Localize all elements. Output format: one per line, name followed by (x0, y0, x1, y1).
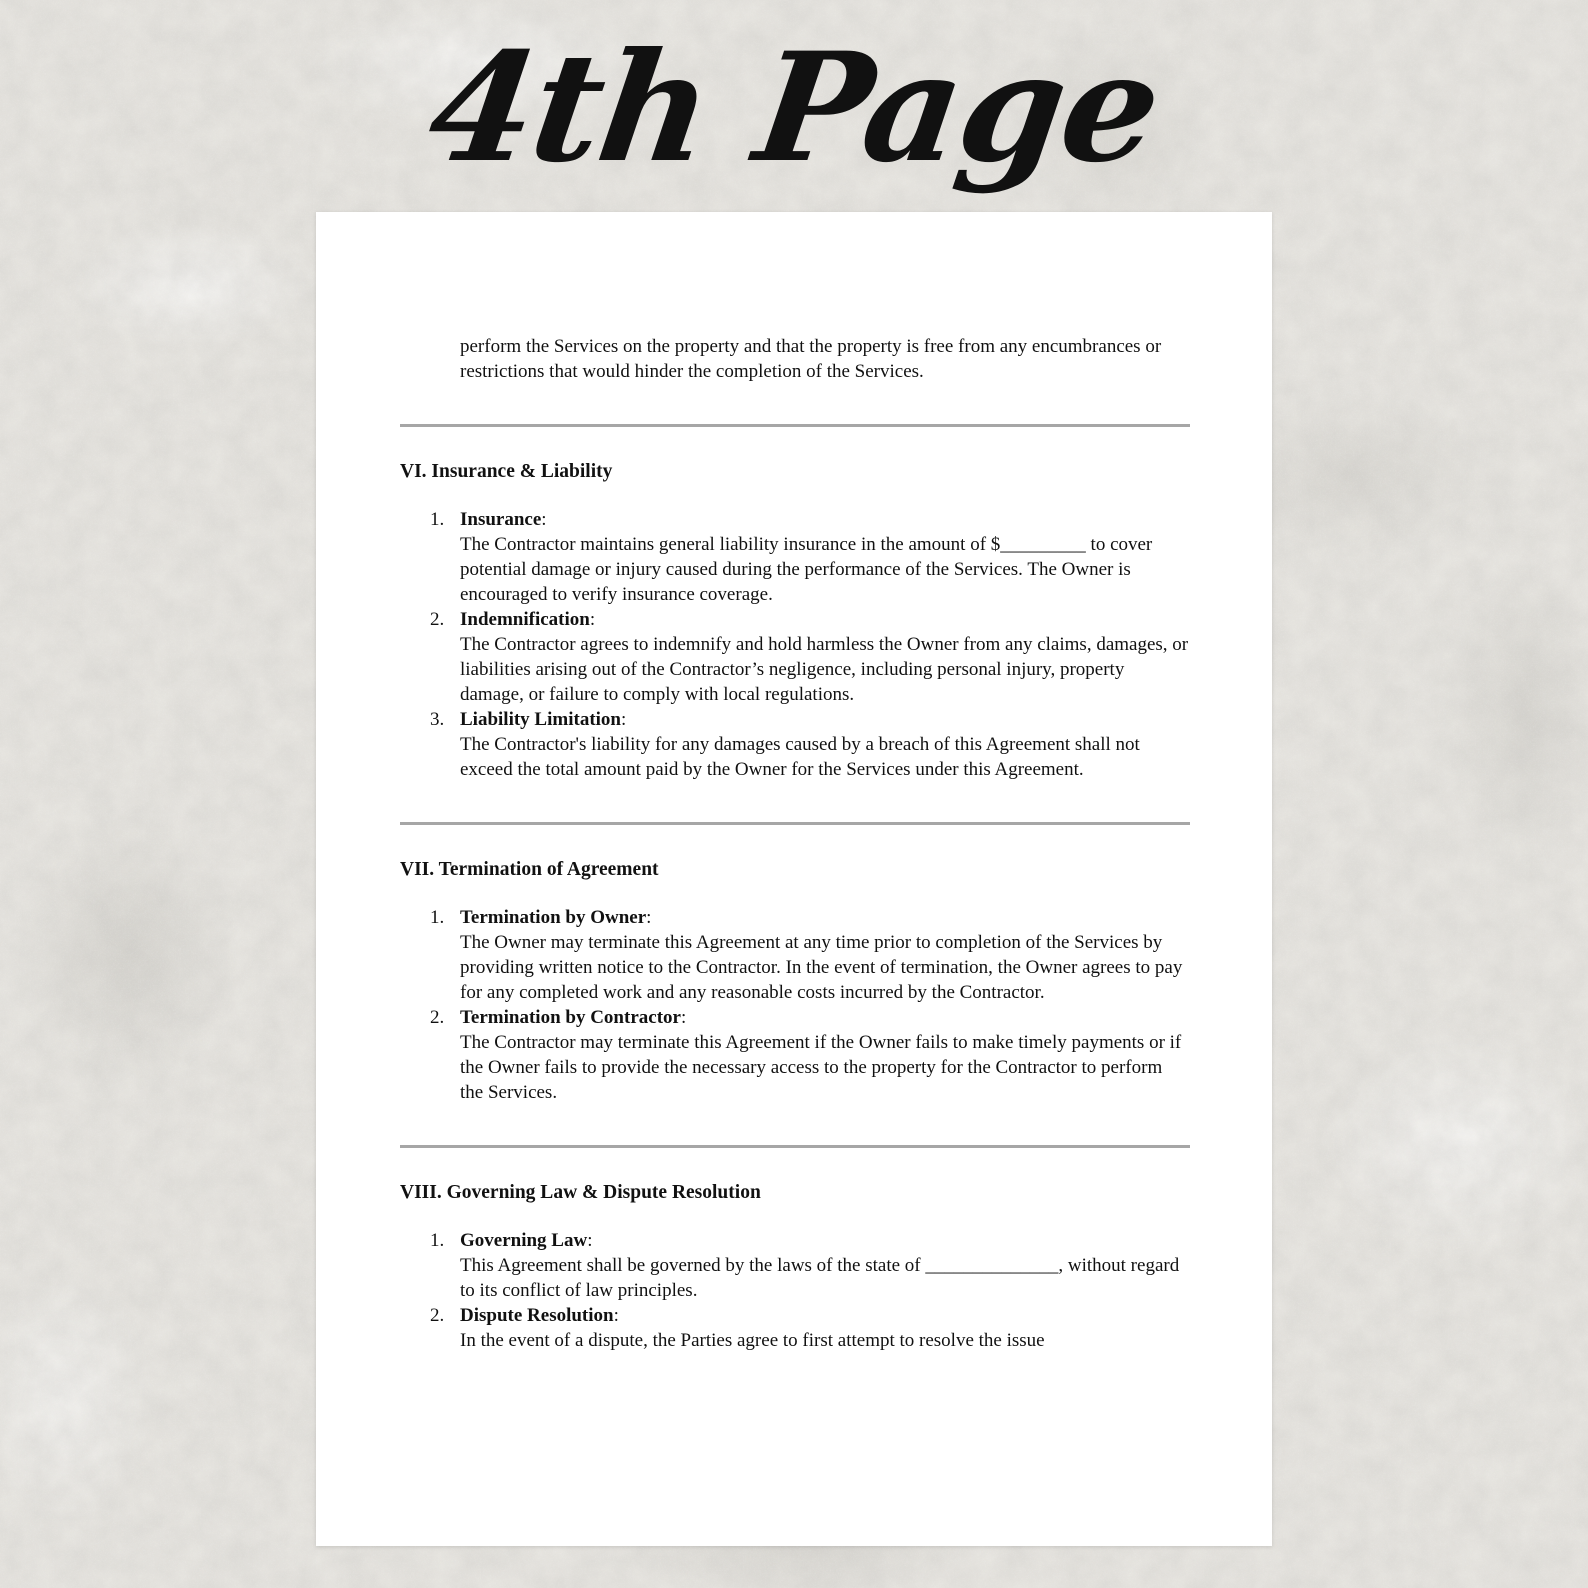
section-heading: VIII. Governing Law & Dispute Resolution (400, 1182, 761, 1203)
item-term: Liability Limitation (460, 709, 621, 730)
document-page (316, 212, 1272, 1546)
item-term-suffix: : (589, 609, 596, 630)
item-term: Dispute Resolution (460, 1305, 614, 1326)
list-item (400, 1005, 1190, 1105)
item-number: 1. (430, 907, 445, 928)
item-text: The Contractor agrees to indemnify and hold harmless the Owner from any claims, damages, or liabilities arising out of the Contractor’s negligence, including personal injury, property damage, or failure to comply with local regulations. (460, 634, 1189, 705)
item-term-suffix: : (613, 1305, 619, 1326)
lead-paragraph: perform the Services on the property and that the property is free from any encumbrances or restrictions that would hinder the completion of the Services. (460, 336, 1162, 382)
list-item (400, 1228, 1190, 1303)
item-term-suffix: : (621, 709, 627, 730)
item-term-suffix: : (680, 1007, 687, 1028)
section-divider (400, 1145, 1190, 1148)
item-text: The Contractor maintains general liability insurance in the amount of $_________ to cover potential damage or injury caused during the performance of the Services. The Owner is encouraged to verify insurance coverage. (460, 534, 1153, 605)
page-title: 4th Page (419, 20, 1169, 196)
list-item (400, 905, 1190, 1005)
item-number: 1. (430, 509, 445, 530)
item-text: The Contractor may terminate this Agreement if the Owner fails to make timely payments or if the Owner fails to provide the necessary access to the property for the Contractor to perform the Services. (460, 1032, 1182, 1103)
section-divider (400, 424, 1190, 427)
section-termination (400, 857, 1190, 1105)
item-term: Termination by Contractor (460, 1007, 681, 1028)
item-number: 3. (430, 709, 445, 730)
list-item (400, 707, 1190, 782)
item-text: This Agreement shall be governed by the laws of the state of ______________, without regard to its conflict of law principles. (460, 1255, 1180, 1301)
item-text: The Owner may terminate this Agreement at any time prior to completion of the Services by providing written notice to the Contractor. In the event of termination, the Owner agrees to pay for any completed work and any reasonable costs incurred by the Contractor. (460, 932, 1183, 1003)
section-insurance-liability (400, 459, 1190, 782)
clause-list (400, 905, 1190, 1105)
section-heading: VI. Insurance & Liability (400, 461, 613, 482)
section-divider (400, 822, 1190, 825)
list-item (400, 507, 1190, 607)
item-number: 1. (430, 1230, 445, 1251)
list-item (400, 1303, 1190, 1353)
item-term-suffix: : (587, 1230, 593, 1251)
item-term: Insurance (460, 509, 542, 530)
section-heading: VII. Termination of Agreement (400, 859, 659, 880)
document-content (400, 334, 1190, 1353)
item-term: Governing Law (460, 1230, 588, 1251)
item-text: In the event of a dispute, the Parties agree to first attempt to resolve the issue (460, 1330, 1045, 1351)
list-item (400, 607, 1190, 707)
clause-list (400, 1228, 1190, 1353)
item-term: Indemnification (460, 609, 590, 630)
section-governing-law (400, 1180, 1190, 1353)
item-term-suffix: : (646, 907, 652, 928)
item-number: 2. (430, 609, 445, 630)
item-term-suffix: : (541, 509, 547, 530)
clause-list (400, 507, 1190, 782)
item-text: The Contractor's liability for any damages caused by a breach of this Agreement shall not exceed the total amount paid by the Owner for the Services under this Agreement. (460, 734, 1140, 780)
item-number: 2. (430, 1305, 445, 1326)
item-number: 2. (430, 1007, 445, 1028)
item-term: Termination by Owner (460, 907, 647, 928)
